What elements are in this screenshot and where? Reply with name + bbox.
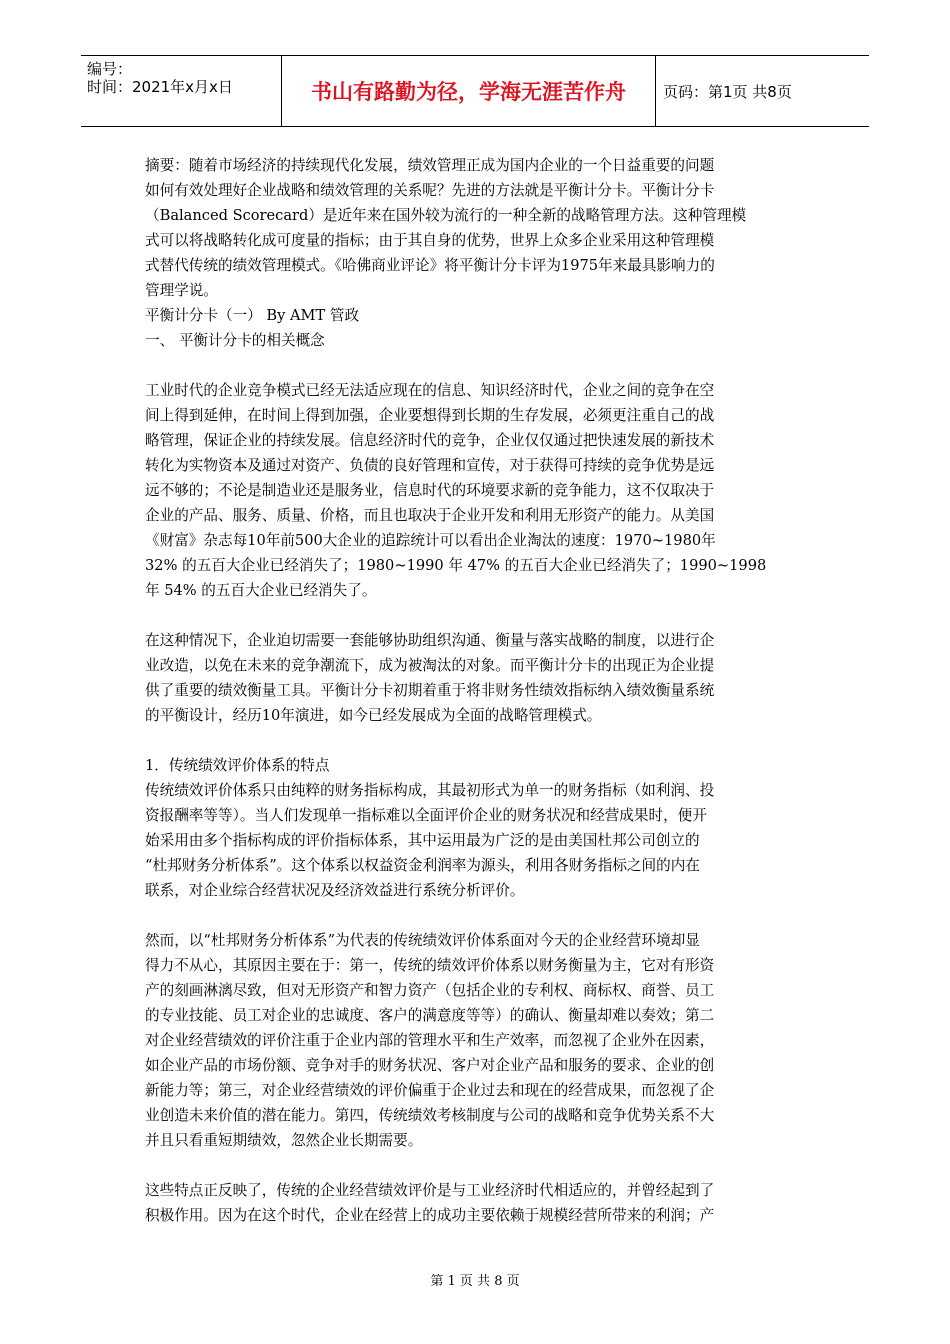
text-line: 始采用由多个指标构成的评价指标体系，其中运用最为广泛的是由美国杜邦公司创立的 <box>145 832 700 849</box>
text-line: 一、 平衡计分卡的相关概念 <box>145 332 325 349</box>
text-line: 企业的产品、服务、质量、价格，而且也取决于企业开发和利用无形资产的能力。从美国 <box>145 507 715 524</box>
blank-line <box>145 603 809 628</box>
text-line: 业改造，以免在未来的竞争潮流下，成为被淘汰的对象。而平衡计分卡的出现正为企业提 <box>145 657 715 674</box>
header-left <box>87 60 233 96</box>
text-line: 远不够的；不论是制造业还是服务业，信息时代的环境要求新的竞争能力，这不仅取决于 <box>145 482 715 499</box>
text-line: 管理学说。 <box>145 282 218 299</box>
page-footer: 第 1 页 共 8 页 <box>430 1274 520 1289</box>
text-line: 的平衡设计，经历10年演进，如今已经发展成为全面的战略管理模式。 <box>145 707 602 724</box>
number-label: 编号： <box>87 60 133 78</box>
text-line: 转化为实物资本及通过对资产、负债的良好管理和宣传，对于获得可持续的竞争优势是远 <box>145 457 715 474</box>
text-line: （Balanced Scorecard）是近年来在国外较为流行的一种全新的战略管理方法。这种管理模 <box>145 207 747 224</box>
text-line: 的专业技能、员工对企业的忠诚度、客户的满意度等等）的确认、衡量却难以奏效；第二 <box>145 1007 715 1024</box>
text-line: 略管理，保证企业的持续发展。信息经济时代的竞争，企业仅仅通过把快速发展的新技术 <box>145 432 715 449</box>
document-body <box>145 153 809 1228</box>
text-line: 如何有效处理好企业战略和绩效管理的关系呢？先进的方法就是平衡计分卡。平衡计分卡 <box>145 182 715 199</box>
text-line: 这些特点正反映了，传统的企业经营绩效评价是与工业经济时代相适应的，并曾经起到了 <box>145 1182 715 1199</box>
header-page-info: 页码：第1页 共8页 <box>663 82 792 101</box>
text-line: 联系，对企业综合经营状况及经济效益进行系统分析评价。 <box>145 882 525 899</box>
text-line: 资报酬率等等）。当人们发现单一指标难以全面评价企业的财务状况和经营成果时，便开 <box>145 807 707 824</box>
text-line: 平衡计分卡（一） By AMT 管政 <box>145 307 360 324</box>
text-line: 业创造未来价值的潜在能力。第四，传统绩效考核制度与公司的战略和竞争优势关系不大 <box>145 1107 715 1124</box>
text-line: 积极作用。因为在这个时代，企业在经营上的成功主要依赖于规模经营所带来的利润；产 <box>145 1207 715 1224</box>
text-line: 如企业产品的市场份额、竞争对手的财务状况、客户对企业产品和服务的要求、企业的创 <box>145 1057 715 1074</box>
text-line: 产的刻画淋漓尽致，但对无形资产和智力资产（包括企业的专利权、商标权、商誉、员工 <box>145 982 715 999</box>
text-line: 传统绩效评价体系只由纯粹的财务指标构成，其最初形式为单一的财务指标（如利润、投 <box>145 782 715 799</box>
blank-line <box>145 728 809 753</box>
text-line: 新能力等；第三，对企业经营绩效的评价偏重于企业过去和现在的经营成果，而忽视了企 <box>145 1082 715 1099</box>
text-line: “杜邦财务分析体系”。这个体系以权益资金利润率为源头，利用各财务指标之间的内在 <box>145 857 700 874</box>
text-line: 间上得到延伸，在时间上得到加强，企业要想得到长期的生存发展，必须更注重自己的战 <box>145 407 715 424</box>
text-line: 供了重要的绩效衡量工具。平衡计分卡初期着重于将非财务性绩效指标纳入绩效衡量系统 <box>145 682 715 699</box>
text-line: 32% 的五百大企业已经消失了；1980~1990 年 47% 的五百大企业已经消失了；1990~1998 <box>145 557 767 574</box>
header-motto: 书山有路勤为径，学海无涯苦作舟 <box>311 80 626 104</box>
page-header <box>81 55 869 127</box>
header-divider <box>655 56 656 126</box>
text-line: 并且只看重短期绩效，忽然企业长期需要。 <box>145 1132 423 1149</box>
text-line: 摘要：随着市场经济的持续现代化发展，绩效管理正成为国内企业的一个日益重要的问题 <box>145 157 715 174</box>
text-line: 然而，以“杜邦财务分析体系”为代表的传统绩效评价体系面对今天的企业经营环境却显 <box>145 932 700 949</box>
blank-line <box>145 903 809 928</box>
text-line: 1．传统绩效评价体系的特点 <box>145 757 330 774</box>
blank-line <box>145 353 809 378</box>
text-line: 式替代传统的绩效管理模式。《哈佛商业评论》将平衡计分卡评为1975年来最具影响力的 <box>145 257 715 274</box>
text-line: 得力不从心，其原因主要在于：第一，传统的绩效评价体系以财务衡量为主，它对有形资 <box>145 957 715 974</box>
text-line: 工业时代的企业竞争模式已经无法适应现在的信息、知识经济时代，企业之间的竞争在空 <box>145 382 715 399</box>
date-label: 时间：2021年x月x日 <box>87 78 233 96</box>
text-line: 式可以将战略转化成可度量的指标；由于其自身的优势，世界上众多企业采用这种管理模 <box>145 232 715 249</box>
blank-line <box>145 1153 809 1178</box>
text-line: 对企业经营绩效的评价注重于企业内部的管理水平和生产效率，而忽视了企业外在因素， <box>145 1032 715 1049</box>
text-line: 在这种情况下，企业迫切需要一套能够协助组织沟通、衡量与落实战略的制度，以进行企 <box>145 632 715 649</box>
text-line: 年 54% 的五百大企业已经消失了。 <box>145 582 377 599</box>
text-line: 《财富》杂志每10年前500大企业的追踪统计可以看出企业淘汰的速度：1970~1980年 <box>145 532 716 549</box>
